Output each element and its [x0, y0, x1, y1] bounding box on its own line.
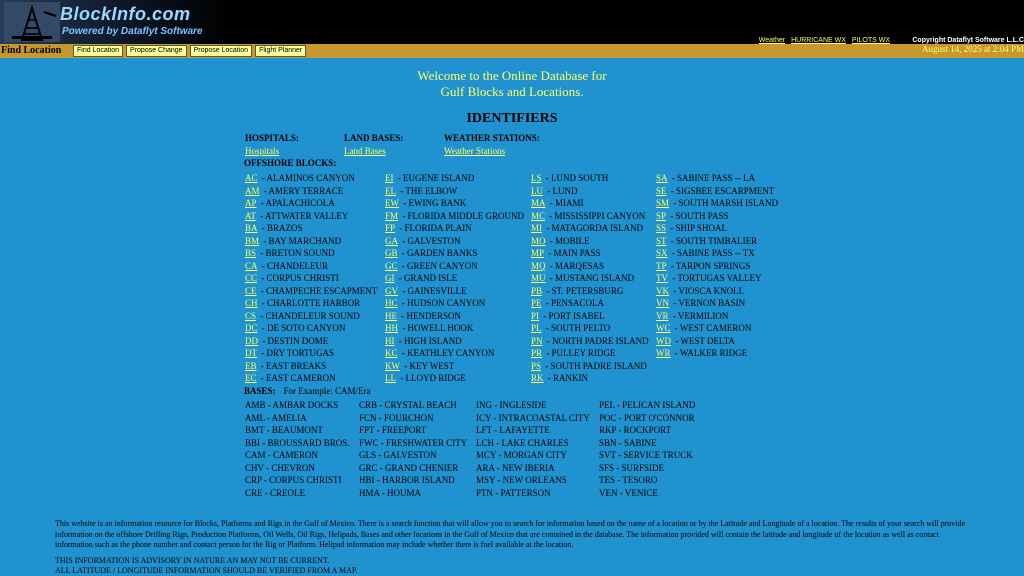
- block-code-link[interactable]: EI: [385, 173, 394, 183]
- block-code-link[interactable]: DC: [245, 323, 258, 333]
- offshore-block-item: [385, 197, 524, 210]
- block-code-link[interactable]: SP: [656, 210, 667, 221]
- block-code-link[interactable]: FM: [385, 210, 399, 221]
- block-code-link[interactable]: MP: [531, 248, 545, 258]
- base-item: FCN - FOURCHON: [359, 412, 434, 423]
- block-code-link[interactable]: FP: [385, 223, 396, 233]
- block-name: - DE SOTO CANYON: [259, 323, 346, 333]
- offshore-block-item: [385, 372, 524, 385]
- base-item: ICY - INTRACOASTAL CITY: [476, 412, 590, 423]
- block-code-link[interactable]: VR: [656, 310, 669, 321]
- block-name: - EWING BANK: [401, 198, 467, 208]
- offshore-block-item: [656, 210, 778, 223]
- page-title: Find Location: [1, 45, 62, 56]
- block-code-link[interactable]: LU: [531, 185, 543, 196]
- site-description: This website is an information resource for Blocks, Platforms and Rigs in the Gulf of Mexico. There is a search function that will allow you to search for information based on the name of a location or by the Latitude and Longitude of a location. The results of your search will provide information on the offshore Drilling Rigs, Production Platforms, Oil Wells, Oil Rigs, Helipads, Bases and other locations in the Gulf of Mexico that are contained in the database. The information provided will contain the latitude and longitude of the location as well as contact information such as the phone number and contact person for the Rig or Platform. Helipad information may include whether there is fuel available at the location.: [55, 519, 966, 549]
- block-name: - SABINE PASS -- TX: [669, 248, 755, 258]
- block-name: - MUSTANG ISLAND: [547, 273, 635, 283]
- base-item: GLS - GALVESTON: [359, 450, 437, 460]
- block-name: - ALAMINOS CANYON: [259, 173, 355, 183]
- offshore-block-item: [531, 197, 649, 210]
- block-code-link[interactable]: HH: [385, 323, 398, 333]
- block-code-link[interactable]: AP: [245, 198, 257, 208]
- offshore-block-item: [531, 285, 649, 298]
- offshore-block-item: [656, 310, 778, 323]
- welcome-line-2: Gulf Blocks and Locations.: [440, 84, 584, 99]
- block-code-link[interactable]: PS: [531, 360, 542, 371]
- block-code-link[interactable]: PN: [531, 335, 543, 346]
- offshore-block-item: [656, 247, 778, 260]
- offshore-block-item: [656, 185, 778, 198]
- block-code-link[interactable]: CA: [245, 260, 258, 271]
- offshore-block-item: [385, 235, 524, 248]
- offshore-column-1: [245, 172, 377, 385]
- block-name: - BAY MARCHAND: [261, 235, 342, 246]
- block-code-link[interactable]: BM: [245, 235, 260, 246]
- bases-column-2: [359, 399, 467, 499]
- block-code-link[interactable]: EL: [385, 185, 396, 196]
- block-code-link[interactable]: SE: [656, 185, 667, 196]
- offshore-block-item: [385, 172, 524, 185]
- offshore-block-item: [245, 260, 377, 273]
- base-item: FWC - FRESHWATER CITY: [359, 437, 468, 448]
- block-code-link[interactable]: MA: [531, 198, 546, 208]
- block-code-link[interactable]: MQ: [531, 260, 546, 271]
- base-item: VEN - VENICE: [599, 487, 658, 498]
- block-code-link[interactable]: MU: [531, 273, 546, 283]
- propose-change-button[interactable]: Propose Change: [126, 45, 187, 57]
- bases-title: BASES:: [244, 386, 276, 396]
- block-name: - CORPUS CHRISTI: [259, 273, 339, 283]
- flight-planner-button[interactable]: Flight Planner: [255, 45, 306, 57]
- offshore-block-item: [385, 360, 524, 373]
- block-name: - MOBILE: [547, 235, 590, 246]
- logo-title: BlockInfo.com: [60, 4, 191, 24]
- block-code-link[interactable]: CC: [245, 273, 258, 283]
- base-item: LCH - LAKE CHARLES: [476, 437, 569, 448]
- offshore-block-item: [656, 347, 778, 360]
- hurricane-wx-link[interactable]: HURRICANE WX: [791, 37, 846, 44]
- block-name: - WEST DELTA: [673, 335, 735, 346]
- offshore-column-3: [531, 172, 649, 385]
- offshore-block-item: [245, 322, 377, 335]
- base-item: BMT - BEAUMONT: [245, 425, 323, 435]
- base-item: POC - PORT O'CONNOR: [599, 412, 695, 423]
- offshore-block-item: [531, 310, 649, 323]
- block-code-link[interactable]: PL: [531, 323, 542, 333]
- offshore-block-item: [385, 260, 524, 273]
- block-code-link[interactable]: HC: [385, 298, 398, 308]
- block-name: - KEATHLEY CANYON: [399, 348, 495, 358]
- block-name: - DESTIN DOME: [260, 335, 329, 346]
- site-logo[interactable]: [0, 0, 230, 44]
- offshore-block-item: [656, 297, 778, 310]
- block-code-link[interactable]: GI: [385, 273, 395, 283]
- base-item: TES - TESORO: [599, 475, 658, 485]
- base-item: SBN - SABINE: [599, 437, 657, 448]
- block-code-link[interactable]: EC: [245, 373, 257, 383]
- base-item: BBI - BROUSSARD BROS.: [245, 437, 350, 448]
- block-code-link[interactable]: KC: [385, 348, 398, 358]
- bases-column-3: [476, 399, 590, 499]
- block-code-link[interactable]: ST: [656, 235, 667, 246]
- block-name: - MIAMI: [547, 198, 584, 208]
- block-name: - HIGH ISLAND: [396, 335, 462, 346]
- block-name: - BRAZOS: [259, 223, 303, 233]
- block-name: - GAINESVILLE: [400, 285, 467, 296]
- offshore-block-item: [385, 347, 524, 360]
- base-item: AMB - AMBAR DOCKS: [245, 400, 339, 410]
- block-name: - CHAMPECHE ESCAPMENT: [258, 285, 378, 296]
- block-code-link[interactable]: GB: [385, 248, 398, 258]
- offshore-block-item: [385, 222, 524, 235]
- nav-bar: [0, 44, 1024, 58]
- block-code-link[interactable]: SM: [656, 198, 670, 208]
- block-name: - SOUTH TIMBALIER: [668, 235, 758, 246]
- block-name: - GREEN CANYON: [399, 260, 478, 271]
- weather-link[interactable]: Weather: [758, 37, 786, 44]
- offshore-block-item: [531, 297, 649, 310]
- offshore-block-item: [656, 335, 778, 348]
- block-code-link[interactable]: PI: [531, 310, 540, 321]
- offshore-block-item: [245, 210, 377, 223]
- offshore-block-item: [531, 210, 649, 223]
- block-name: - SABINE PASS -- LA: [669, 173, 755, 183]
- block-code-link[interactable]: TP: [656, 260, 667, 271]
- block-name: - SOUTH PADRE ISLAND: [543, 360, 647, 371]
- block-code-link[interactable]: PR: [531, 348, 543, 358]
- block-code-link[interactable]: KW: [385, 360, 400, 371]
- offshore-block-item: [656, 235, 778, 248]
- block-name: - EAST BREAKS: [258, 360, 327, 371]
- offshore-block-item: [531, 222, 649, 235]
- offshore-block-item: [245, 335, 377, 348]
- block-code-link[interactable]: DD: [245, 335, 258, 346]
- find-location-button[interactable]: Find Location: [73, 45, 123, 57]
- block-code-link[interactable]: BS: [245, 248, 257, 258]
- block-name: - HUDSON CANYON: [399, 298, 486, 308]
- block-name: - CHARLOTTE HARBOR: [259, 298, 361, 308]
- block-name: - NORTH PADRE ISLAND: [544, 335, 649, 346]
- offshore-block-item: [385, 297, 524, 310]
- block-name: - EUGENE ISLAND: [395, 173, 475, 183]
- weather-stations-heading: WEATHER STATIONS:: [444, 133, 540, 143]
- block-name: - HOWELL HOOK: [400, 323, 474, 333]
- offshore-block-item: [531, 372, 649, 385]
- nav-buttons: [73, 45, 306, 57]
- offshore-block-item: [531, 360, 649, 373]
- block-code-link[interactable]: VN: [656, 298, 669, 308]
- block-name: - VIOSCA KNOLL: [671, 285, 745, 296]
- advisory-line-1: THIS INFORMATION IS ADVISORY IN NATURE AN MAY NOT BE CURRENT.: [55, 556, 330, 565]
- block-name: - SOUTH PELTO: [543, 323, 611, 333]
- base-item: LFT - LAFAYETTE: [476, 425, 550, 435]
- offshore-block-item: [531, 235, 649, 248]
- block-code-link[interactable]: MO: [531, 235, 546, 246]
- block-code-link[interactable]: HE: [385, 310, 397, 321]
- oil-rig-icon: [4, 2, 60, 42]
- block-name: - FLORIDA PLAIN: [397, 223, 472, 233]
- block-code-link[interactable]: EB: [245, 360, 257, 371]
- block-name: - ATTWATER VALLEY: [258, 210, 349, 221]
- offshore-blocks-heading: OFFSHORE BLOCKS:: [244, 158, 337, 168]
- base-item: CRB - CRYSTAL BEACH: [359, 400, 457, 410]
- bases-heading: [244, 386, 371, 396]
- block-name: - LUND: [545, 185, 578, 196]
- block-name: - VERNON BASIN: [671, 298, 746, 308]
- block-name: - PULLEY RIDGE: [544, 348, 616, 358]
- block-code-link[interactable]: AT: [245, 210, 256, 221]
- base-item: CRE - CREOLE: [245, 487, 305, 498]
- block-name: - PENSACOLA: [543, 298, 605, 308]
- pilots-wx-link[interactable]: PILOTS WX: [851, 37, 890, 44]
- block-name: - SOUTH PASS: [668, 210, 729, 221]
- block-code-link[interactable]: LL: [385, 373, 396, 383]
- block-name: - CHANDELEUR: [259, 260, 329, 271]
- bases-column-4: [599, 399, 695, 499]
- offshore-block-item: [656, 260, 778, 273]
- offshore-block-item: [656, 272, 778, 285]
- block-code-link[interactable]: WC: [656, 323, 671, 333]
- offshore-block-item: [245, 185, 377, 198]
- offshore-block-item: [245, 222, 377, 235]
- identifiers-title: IDENTIFIERS: [466, 111, 558, 126]
- block-name: - THE ELBOW: [398, 185, 458, 196]
- advisory-line-2: ALL LATITUDE / LONGITUDE INFORMATION SHOULD BE VERIFIED FROM A MAP.: [55, 566, 358, 575]
- block-code-link[interactable]: SX: [656, 248, 668, 258]
- offshore-block-item: [531, 272, 649, 285]
- base-item: GRC - GRAND CHENIER: [359, 462, 459, 473]
- welcome-line-1: Welcome to the Online Database for: [417, 68, 607, 83]
- offshore-block-item: [385, 285, 524, 298]
- propose-location-button[interactable]: Propose Location: [190, 45, 252, 57]
- block-code-link[interactable]: SS: [656, 223, 667, 233]
- block-name: - BRETON SOUND: [258, 248, 335, 258]
- base-item: MSY - NEW ORLEANS: [476, 475, 567, 485]
- block-name: - SOUTH MARSH ISLAND: [671, 198, 779, 208]
- block-name: - MISSISSIPPI CANYON: [547, 210, 646, 221]
- base-item: PTN - PATTERSON: [476, 487, 551, 498]
- offshore-block-item: [531, 322, 649, 335]
- block-name: - MATAGORDA ISLAND: [544, 223, 644, 233]
- offshore-block-item: [656, 322, 778, 335]
- welcome-heading: [0, 68, 1024, 100]
- offshore-block-item: [245, 285, 377, 298]
- block-code-link[interactable]: GC: [385, 260, 398, 271]
- block-code-link[interactable]: CE: [245, 285, 257, 296]
- block-code-link[interactable]: CH: [245, 298, 258, 308]
- offshore-block-item: [385, 335, 524, 348]
- block-name: - WALKER RIDGE: [672, 348, 748, 358]
- offshore-column-4: [656, 172, 778, 360]
- offshore-block-item: [245, 197, 377, 210]
- offshore-block-item: [531, 260, 649, 273]
- block-code-link[interactable]: WD: [656, 335, 671, 346]
- base-item: PEL - PELICAN ISLAND: [599, 400, 696, 410]
- block-code-link[interactable]: VK: [656, 285, 669, 296]
- offshore-block-item: [385, 272, 524, 285]
- block-name: - MARQESAS: [547, 260, 605, 271]
- offshore-column-2: [385, 172, 524, 385]
- offshore-block-item: [531, 335, 649, 348]
- logo-subtitle: Powered by Dataflyt Software: [62, 26, 203, 37]
- block-name: - EAST CAMERON: [258, 373, 336, 383]
- block-code-link[interactable]: PE: [531, 298, 542, 308]
- bases-example: For Example: CAM/Era: [283, 386, 371, 396]
- offshore-block-item: [385, 247, 524, 260]
- block-name: - GARDEN BANKS: [399, 248, 478, 258]
- offshore-block-item: [531, 185, 649, 198]
- block-code-link[interactable]: GA: [385, 235, 398, 246]
- block-name: - CHANDELEUR SOUND: [258, 310, 360, 321]
- offshore-block-item: [245, 247, 377, 260]
- base-item: RKP - ROCKPORT: [599, 425, 672, 435]
- land-bases-heading: LAND BASES:: [344, 133, 404, 143]
- block-name: - HENDERSON: [399, 310, 461, 321]
- base-item: CAM - CAMERON: [245, 450, 319, 460]
- offshore-block-item: [385, 185, 524, 198]
- block-name: - TORTUGAS VALLEY: [670, 273, 762, 283]
- base-item: ING - INGLESIDE: [476, 400, 547, 410]
- offshore-block-item: [531, 347, 649, 360]
- block-code-link[interactable]: LS: [531, 173, 542, 183]
- advisory-notice: [55, 556, 357, 576]
- block-name: - ST. PETERSBURG: [544, 285, 624, 296]
- block-name: - LUND SOUTH: [543, 173, 609, 183]
- block-name: - SHIP SHOAL: [668, 223, 727, 233]
- offshore-block-item: [385, 322, 524, 335]
- base-item: AML - AMELIA: [245, 412, 307, 423]
- block-code-link[interactable]: GV: [385, 285, 398, 296]
- offshore-block-item: [531, 247, 649, 260]
- block-code-link[interactable]: BA: [245, 223, 258, 233]
- block-code-link[interactable]: TV: [656, 273, 668, 283]
- block-name: - LLOYD RIDGE: [398, 373, 466, 383]
- offshore-block-item: [245, 235, 377, 248]
- block-code-link[interactable]: EW: [385, 198, 399, 208]
- base-item: SVT - SERVICE TRUCK: [599, 450, 693, 460]
- base-item: HBI - HARBOR ISLAND: [359, 475, 455, 485]
- block-code-link[interactable]: RK: [531, 373, 544, 383]
- hospitals-heading: HOSPITALS:: [245, 133, 299, 143]
- header-bar: [0, 0, 1024, 44]
- base-item: FPT - FREEPORT: [359, 425, 427, 435]
- current-date: August 14, 2025 at 2:04 PM: [921, 44, 1024, 54]
- offshore-block-item: [245, 347, 377, 360]
- offshore-block-item: [245, 360, 377, 373]
- bases-column-1: [245, 399, 350, 499]
- base-item: MCY - MORGAN CITY: [476, 450, 567, 460]
- copyright: Copyright Dataflyt Software L.L.C: [912, 37, 1024, 44]
- block-name: - MAIN PASS: [546, 248, 601, 258]
- offshore-block-item: [656, 222, 778, 235]
- offshore-block-item: [656, 285, 778, 298]
- block-name: - KEY WEST: [402, 360, 455, 371]
- offshore-block-item: [245, 372, 377, 385]
- block-name: - TARPON SPRINGS: [668, 260, 751, 271]
- block-code-link[interactable]: AM: [245, 185, 260, 196]
- offshore-block-item: [385, 310, 524, 323]
- block-code-link[interactable]: CS: [245, 310, 257, 321]
- block-name: - FLORIDA MIDDLE GROUND: [400, 210, 525, 221]
- offshore-block-item: [245, 172, 377, 185]
- block-name: - VERMILION: [670, 310, 729, 321]
- land-bases-link[interactable]: Land Bases: [344, 146, 386, 156]
- offshore-block-item: [656, 172, 778, 185]
- offshore-block-item: [245, 297, 377, 310]
- block-name: - GALVESTON: [400, 235, 461, 246]
- block-name: - PORT ISABEL: [541, 310, 605, 321]
- block-name: - AMERY TERRACE: [261, 185, 344, 196]
- block-code-link[interactable]: PB: [531, 285, 543, 296]
- block-code-link[interactable]: MI: [531, 223, 542, 233]
- offshore-block-item: [531, 172, 649, 185]
- offshore-block-item: [656, 197, 778, 210]
- base-item: SFS - SURFSIDE: [599, 462, 665, 473]
- offshore-block-item: [385, 210, 524, 223]
- block-name: - GRAND ISLE: [396, 273, 458, 283]
- base-item: ARA - NEW IBERIA: [476, 462, 555, 473]
- block-code-link[interactable]: DT: [245, 348, 257, 358]
- block-code-link[interactable]: HI: [385, 335, 395, 346]
- base-item: HMA - HOUMA: [359, 487, 422, 498]
- block-code-link[interactable]: AC: [245, 173, 258, 183]
- offshore-block-item: [245, 310, 377, 323]
- block-code-link[interactable]: MC: [531, 210, 546, 221]
- base-item: CRP - CORPUS CHRISTI: [245, 475, 342, 485]
- block-code-link[interactable]: WR: [656, 348, 671, 358]
- block-name: - APALACHICOLA: [258, 198, 335, 208]
- offshore-block-item: [245, 272, 377, 285]
- base-item: CHV - CHEVRON: [245, 462, 315, 473]
- top-links: [755, 37, 890, 44]
- block-name: - DRY TORTUGAS: [259, 348, 335, 358]
- weather-stations-link[interactable]: Weather Stations: [444, 146, 506, 156]
- hospitals-link[interactable]: Hospitals: [245, 146, 280, 156]
- block-name: - RANKIN: [545, 373, 589, 383]
- block-code-link[interactable]: SA: [656, 173, 668, 183]
- block-name: - SIGSBEE ESCARPMENT: [668, 185, 775, 196]
- block-name: - WEST CAMERON: [672, 323, 752, 333]
